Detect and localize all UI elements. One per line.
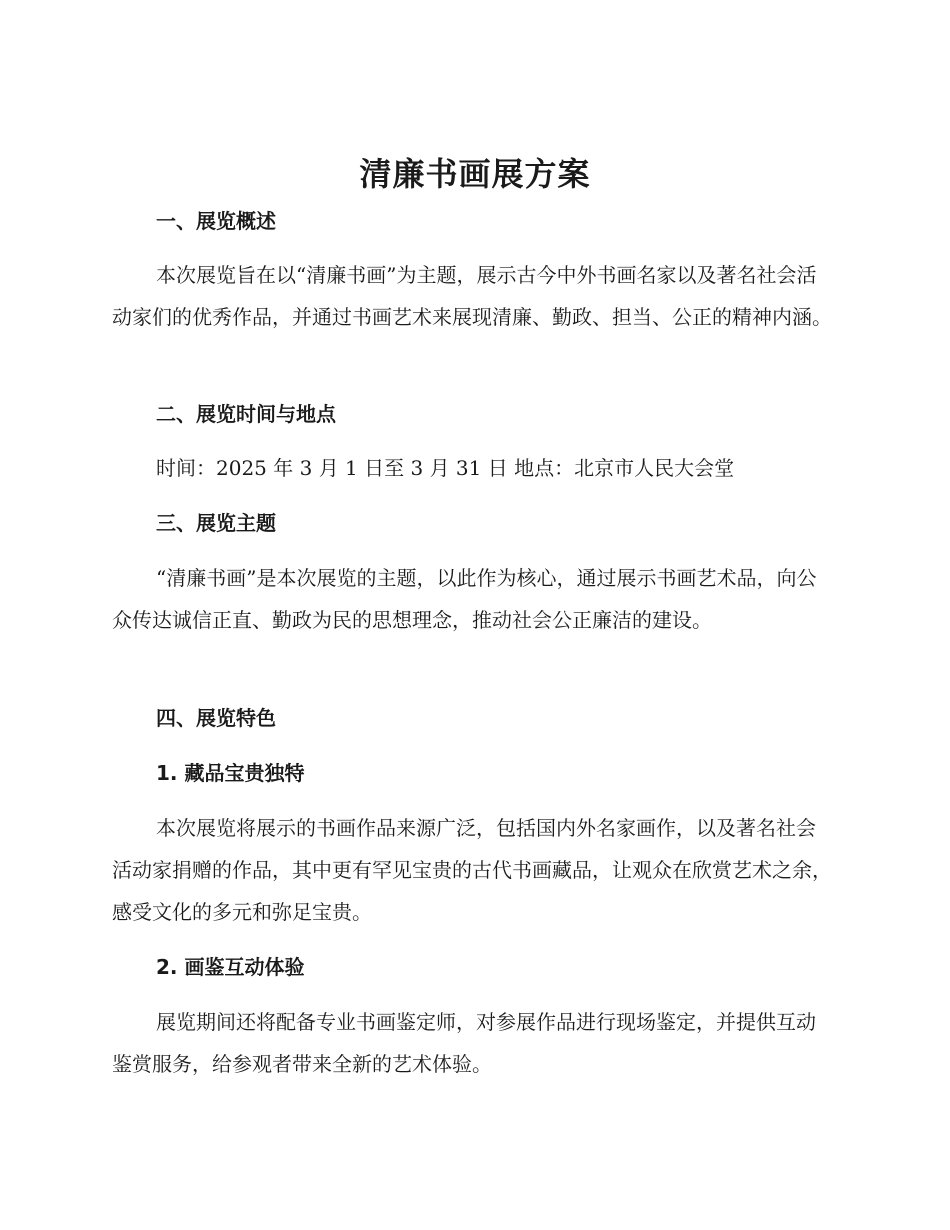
section-paragraph-overview: 本次展览旨在以“清廉书画”为主题，展示古今中外书画名家以及著名社会活动家们的优秀作品，并通过书画艺术来展现清廉、勤政、担当、公正的精神内涵。 — [112, 263, 832, 329]
section-heading-time-location: 二、展览时间与地点 — [156, 402, 336, 426]
subsection-heading-collection: 1. 藏品宝贵独特 — [156, 761, 305, 785]
section-heading-overview: 一、展览概述 — [156, 209, 276, 233]
document-title: 清廉书画展方案 — [359, 155, 591, 193]
section-heading-theme: 三、展览主题 — [156, 511, 276, 535]
subsection-heading-interactive: 2. 画鉴互动体验 — [156, 955, 305, 979]
subsection-paragraph-collection: 本次展览将展示的书画作品来源广泛，包括国内外名家画作，以及著名社会活动家捐赠的作品，其中更有罕见宝贵的古代书画藏品，让观众在欣赏艺术之余，感受文化的多元和弥足宝贵。 — [112, 816, 832, 924]
section-paragraph-theme: “清廉书画”是本次展览的主题，以此作为核心，通过展示书画艺术品，向公众传达诚信正直、勤政为民的思想理念，推动社会公正廉洁的建设。 — [112, 566, 817, 632]
section-paragraph-time-location: 时间：2025 年 3 月 1 日至 3 月 31 日 地点：北京市人民大会堂 — [156, 456, 735, 480]
subsection-paragraph-interactive: 展览期间还将配备专业书画鉴定师，对参展作品进行现场鉴定，并提供互动鉴赏服务，给参观者带来全新的艺术体验。 — [112, 1010, 816, 1076]
section-heading-features: 四、展览特色 — [156, 706, 276, 730]
